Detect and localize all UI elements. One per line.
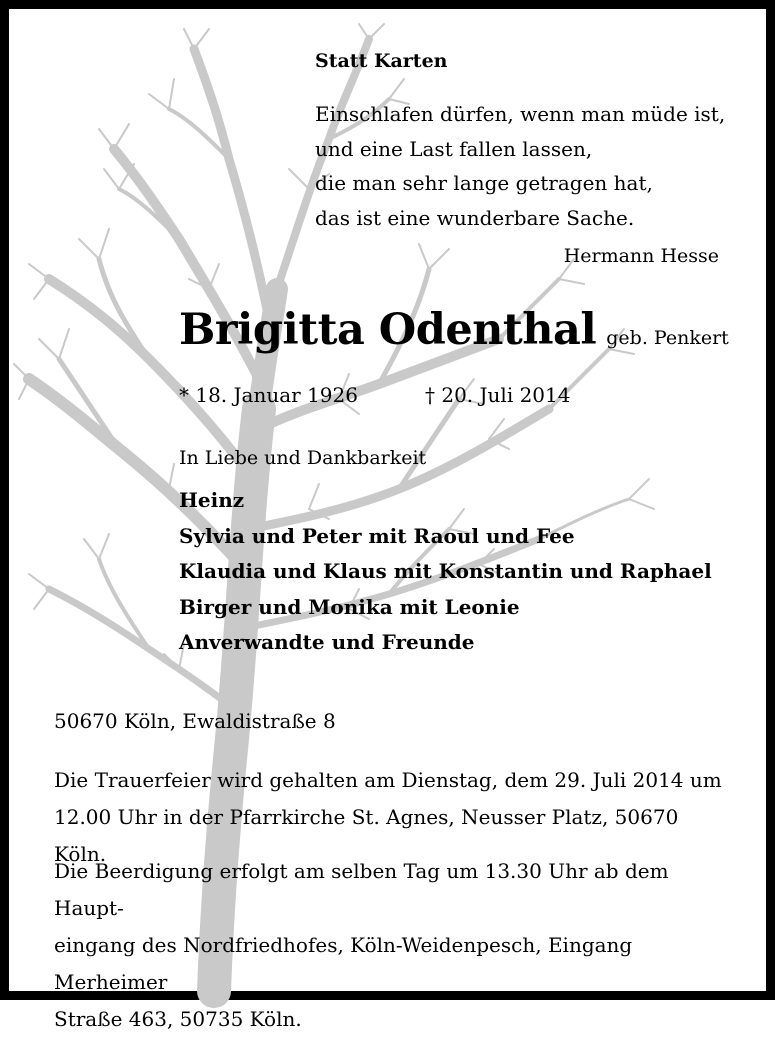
burial-line: Die Beerdigung erfolgt am selben Tag um 13.30 Uhr ab dem Haupt-: [54, 859, 669, 920]
family-intro: In Liebe und Dankbarkeit: [179, 447, 427, 469]
family-members: [179, 483, 712, 661]
poem-line-2: und eine Last fallen lassen,: [315, 136, 593, 161]
burial-line: eingang des Nordfriedhofes, Köln-Weidenpesch, Eingang Merheimer: [54, 933, 633, 994]
family-member: Birger und Monika mit Leonie: [179, 594, 520, 619]
family-member: Anverwandte und Freunde: [179, 630, 475, 654]
deceased-name-block: [179, 305, 729, 355]
poem-line-4: das ist eine wunderbare Sache.: [315, 205, 635, 230]
burial-line: Straße 463, 50735 Köln.: [54, 1007, 302, 1031]
family-member: Sylvia und Peter mit Raoul und Fee: [179, 523, 575, 548]
maiden-name: geb. Penkert: [606, 327, 729, 349]
birth-date: * 18. Januar 1926: [179, 383, 358, 407]
funeral-service-line: Die Trauerfeier wird gehalten am Dienstag, dem 29. Juli 2014 um: [54, 768, 722, 792]
family-member: Heinz: [179, 488, 245, 512]
burial-info: [54, 853, 722, 1038]
poem-line-1: Einschlafen dürfen, wenn man müde ist,: [315, 102, 726, 126]
deceased-name: Brigitta Odenthal: [179, 305, 597, 355]
poem-author: Hermann Hesse: [563, 245, 719, 267]
poem: [315, 97, 725, 235]
poem-line-3: die man sehr lange getragen hat,: [315, 171, 653, 195]
address: 50670 Köln, Ewaldistraße 8: [54, 709, 336, 733]
funeral-service-line: 12.00 Uhr in der Pfarrkirche St. Agnes, Neusser Platz, 50670 Köln.: [54, 805, 679, 866]
family-member: Klaudia und Klaus mit Konstantin und Raphael: [179, 559, 712, 583]
death-date: † 20. Juli 2014: [425, 383, 571, 407]
header-statt-karten: Statt Karten: [315, 50, 448, 72]
